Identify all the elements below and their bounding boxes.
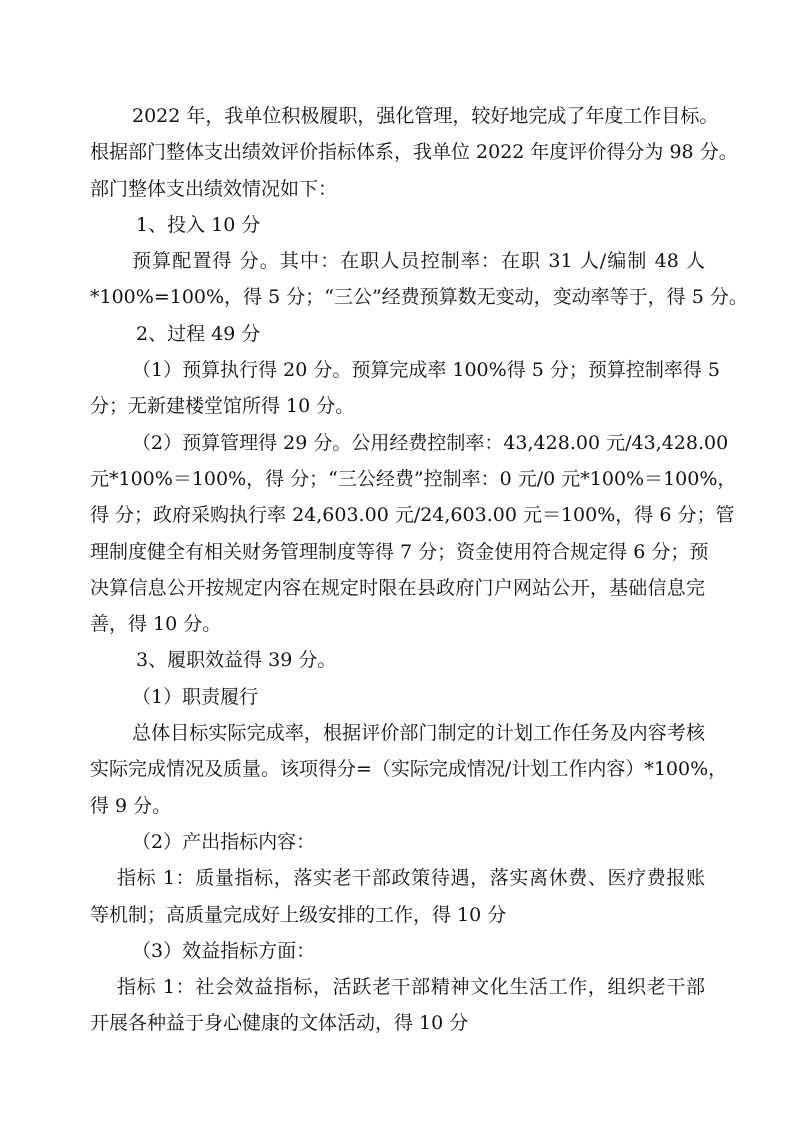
text-line: *100%=100%，得 5 分；“三公”经费预算数无变动，变动率等于，得 5 分。 <box>90 286 748 309</box>
subheading-output: （2）产出指标内容： <box>132 830 316 853</box>
text-line: 得 分；政府采购执行率 24,603.00 元/24,603.00 元＝100%，得 6 分；管 <box>90 504 735 527</box>
text-line: 预算配置得 分。其中：在职人员控制率：在职 31 人/编制 48 人 <box>132 250 705 273</box>
text-line: 元*100%＝100%，得 分；“三公经费”控制率：0 元/0 元*100%＝100%， <box>90 467 737 490</box>
text-line: 理制度健全有相关财务管理制度等得 7 分；资金使用符合规定得 6 分；预 <box>90 540 709 563</box>
section-heading-process: 2、过程 49 分 <box>136 322 261 345</box>
text-line: 2022 年，我单位积极履职，强化管理，较好地完成了年度工作目标。 <box>132 105 719 127</box>
text-line: 等机制；高质量完成好上级安排的工作，得 10 分 <box>90 903 507 926</box>
text-line: 总体目标实际完成率，根据评价部门制定的计划工作任务及内容考核 <box>132 722 705 745</box>
subheading-duty: （1）职责履行 <box>132 685 259 708</box>
text-line: 分；无新建楼堂馆所得 10 分。 <box>90 395 355 418</box>
subheading-benefit: （3）效益指标方面： <box>132 939 316 962</box>
paragraph-benefit-body <box>90 969 705 1042</box>
text-line: 实际完成情况及质量。该项得分=（实际完成情况/计划工作内容）*100%， <box>90 758 728 781</box>
paragraph-budget-management <box>90 425 737 643</box>
text-line: 决算信息公开按规定内容在规定时限在县政府门户网站公开，基础信息完 <box>90 576 705 599</box>
paragraph-duty-body <box>90 715 728 824</box>
paragraph-budget-execution <box>90 352 720 425</box>
text-line: 部门整体支出绩效情况如下： <box>90 177 338 200</box>
paragraph-intro <box>90 98 738 207</box>
text-line: （2）预算管理得 29 分。公用经费控制率：43,428.00 元/43,428.00 <box>132 431 729 454</box>
section-heading-input: 1、投入 10 分 <box>136 213 261 236</box>
text-line: 指标 1：社会效益指标，活跃老干部精神文化生活工作，组织老干部 <box>117 976 705 999</box>
section-heading-performance: 3、履职效益得 39 分。 <box>136 649 337 672</box>
text-line: 得 9 分。 <box>90 794 172 817</box>
text-line: 善，得 10 分。 <box>90 613 222 636</box>
text-line: 开展各种益于身心健康的文体活动，得 10 分 <box>90 1012 469 1035</box>
document-page <box>90 98 748 1042</box>
paragraph-budget-allocation <box>90 243 748 316</box>
paragraph-output-body <box>90 860 705 933</box>
text-line: 指标 1：质量指标，落实老干部政策待遇，落实离休费、医疗费报账 <box>117 867 705 890</box>
text-line: （1）预算执行得 20 分。预算完成率 100%得 5 分；预算控制率得 5 <box>132 359 720 382</box>
text-line: 根据部门整体支出绩效评价指标体系，我单位 2022 年度评价得分为 98 分。 <box>90 141 738 164</box>
